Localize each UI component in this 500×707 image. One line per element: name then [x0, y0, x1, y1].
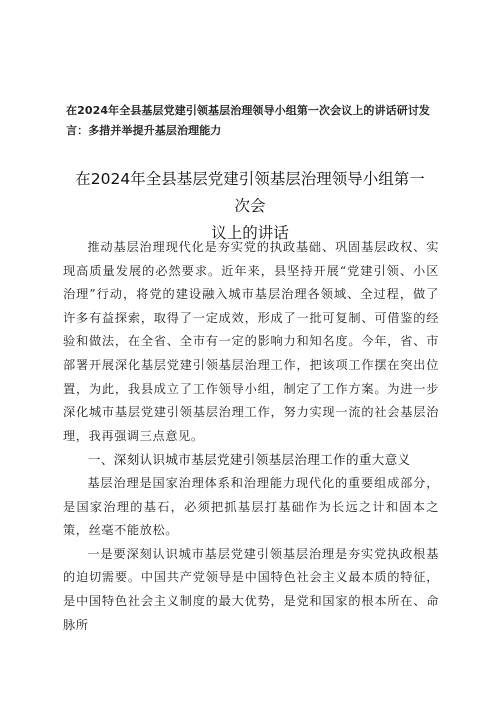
- section-heading: 一、深刻认识城市基层党建引领基层治理工作的重大意义: [88, 452, 411, 468]
- header-title: 在2024年全县基层党建引领基层治理领导小组第一次会议上的讲话研讨发言：多措并举提升基层治理能力: [66, 104, 431, 137]
- document-title-line-1: 在2024年全县基层党建引领基层治理领导小组第一次会: [75, 170, 425, 215]
- document-title-line-2: 议上的讲话: [211, 224, 289, 242]
- document-title: [70, 166, 430, 247]
- document-body: [63, 236, 439, 637]
- section-paragraph: 基层治理是国家治理体系和治理能力现代化的重要组成部分，是国家治理的基石，必须把抓基层打基础作为长远之计和固本之策，丝毫不能放松。: [63, 475, 439, 538]
- intro-paragraph: 推动基层治理现代化是夯实党的执政基础、巩固基层政权、实现高质量发展的必然要求。近年来，县坚持开展“党建引领、小区治理”行动，将党的建设融入城市基层治理各领域、全过程，做了许多有益探索，取得了一定成效，形成了一批可复制、可借鉴的经验和做法，在全省、全市有一定的影响力和知名度。今年，省、市部署开展深化基层党建引领基层治理工作，把该项工作摆在突出位置，为此，我县成立了工作领导小组，制定了工作方案。为进一步深化城市基层党建引领基层治理工作，努力实现一流的社会基层治理，我再强调三点意见。: [63, 240, 439, 443]
- section-paragraph: 一是要深刻认识城市基层党建引领基层治理是夯实党执政根基的迫切需要。中国共产党领导是中国特色社会主义最本质的特征，是中国特色社会主义制度的最大优势，是党和国家的根本所在、命脉所: [63, 546, 439, 632]
